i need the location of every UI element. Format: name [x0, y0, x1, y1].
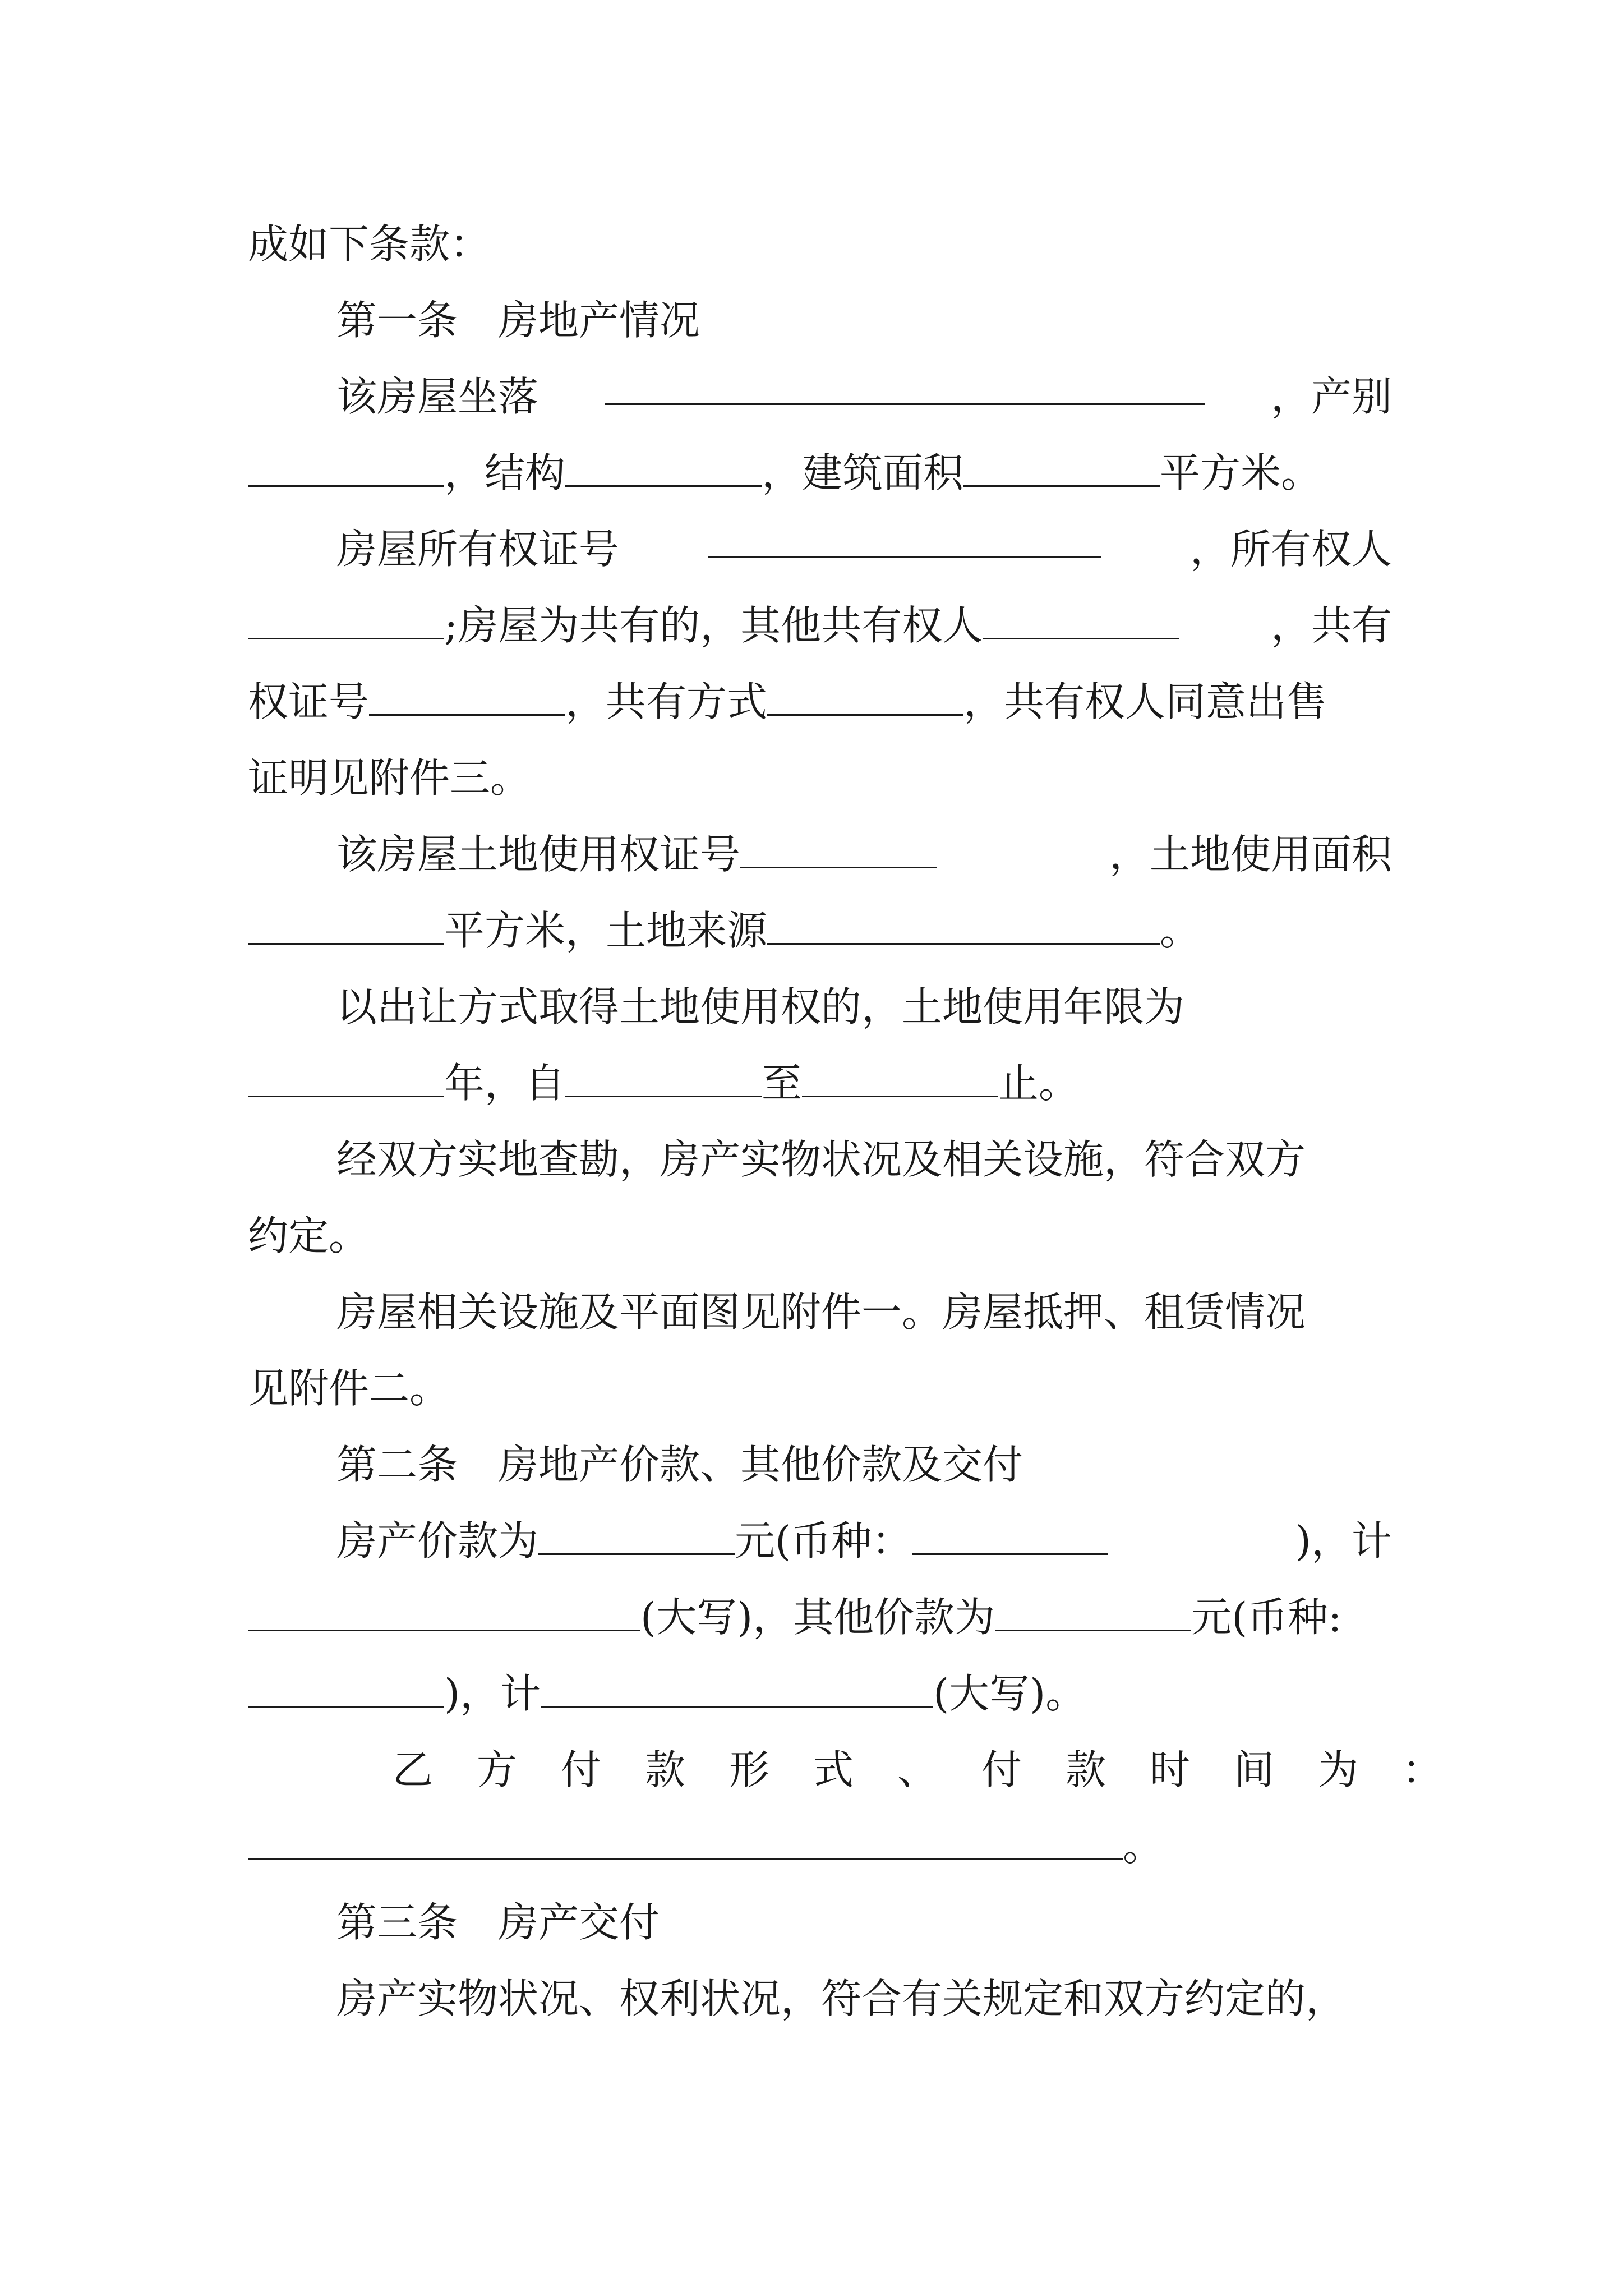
fill-blank[interactable] — [912, 1519, 1108, 1555]
text-line — [248, 1360, 1392, 1416]
fill-blank[interactable] — [995, 1595, 1191, 1631]
text-fragment: 。 — [1123, 1823, 1164, 1870]
text-fragment: 房产价款为 — [336, 1517, 539, 1565]
fill-blank[interactable] — [740, 832, 937, 868]
text-fragment: ，结构 — [444, 449, 566, 496]
text-fragment: 年，自 — [444, 1060, 566, 1107]
fill-blank[interactable] — [983, 603, 1179, 639]
text-fragment: ，共有 — [1270, 602, 1392, 649]
text-line — [336, 979, 1392, 1035]
text-line — [336, 521, 1392, 577]
fill-blank[interactable] — [605, 369, 1205, 405]
text-fragment: 权证号 — [248, 678, 370, 725]
text-fragment: (大写)，其他价款为 — [640, 1594, 995, 1641]
article-2-heading — [336, 1437, 1392, 1493]
text-fragment: ，共有权人同意出售 — [963, 678, 1327, 725]
fill-blank[interactable] — [565, 450, 762, 487]
fill-blank[interactable] — [248, 450, 444, 487]
fill-blank[interactable] — [248, 908, 444, 945]
text-line — [248, 216, 1392, 272]
fill-blank[interactable] — [767, 679, 963, 716]
text-fragment: 证明见附件三。 — [248, 754, 531, 802]
text-fragment: 第一条 房地产情况 — [336, 297, 700, 344]
text-fragment: 房屋相关设施及平面图见附件一。房屋抵押、租赁情况 — [336, 1289, 1306, 1336]
text-fragment: 至 — [762, 1060, 803, 1107]
fill-blank[interactable] — [538, 1519, 735, 1555]
text-line — [393, 1742, 1487, 1798]
text-line — [336, 1513, 1392, 1569]
text-fragment: 该房屋坐落 — [336, 373, 539, 420]
fill-blank[interactable] — [767, 908, 1160, 945]
text-line — [248, 445, 1392, 501]
text-line — [248, 1818, 1392, 1874]
fill-blank[interactable] — [248, 603, 444, 639]
fill-blank[interactable] — [541, 1671, 933, 1708]
text-fragment: 成如下条款： — [248, 220, 491, 268]
fill-blank[interactable] — [802, 1061, 998, 1097]
text-fragment: 乙方付款形式、付款时间为： — [393, 1746, 1487, 1793]
text-line — [336, 826, 1392, 882]
fill-blank[interactable] — [248, 1671, 444, 1708]
text-line — [336, 369, 1392, 425]
text-fragment: 以出让方式取得土地使用权的，土地使用年限为 — [336, 983, 1185, 1030]
fill-blank[interactable] — [369, 679, 565, 716]
text-fragment: ，产别 — [1270, 373, 1392, 420]
fill-blank[interactable] — [963, 450, 1160, 487]
article-3-heading — [336, 1894, 1392, 1950]
text-line — [248, 750, 1392, 806]
text-line — [336, 1971, 1392, 2027]
text-line — [248, 1055, 1392, 1111]
fill-blank[interactable] — [248, 1824, 1123, 1860]
fill-blank[interactable] — [248, 1061, 444, 1097]
fill-blank[interactable] — [565, 1061, 762, 1097]
text-fragment: 约定。 — [248, 1212, 370, 1259]
text-line — [248, 1665, 1392, 1722]
text-line — [248, 597, 1392, 654]
text-line — [248, 1208, 1392, 1264]
text-line — [336, 1131, 1392, 1188]
text-fragment: ;房屋为共有的，其他共有权人 — [444, 602, 983, 649]
fill-blank[interactable] — [248, 1595, 640, 1631]
text-fragment: 平方米。 — [1160, 449, 1322, 496]
text-fragment: 平方米，土地来源 — [444, 907, 768, 954]
text-fragment: 第三条 房产交付 — [336, 1899, 660, 1946]
text-fragment: ，土地使用面积 — [1109, 831, 1392, 878]
text-fragment: 见附件二。 — [248, 1365, 450, 1412]
text-fragment: (大写)。 — [933, 1670, 1086, 1717]
text-line — [248, 674, 1392, 730]
text-line — [248, 1589, 1392, 1645]
text-fragment: 房屋所有权证号 — [336, 526, 620, 573]
text-line — [248, 903, 1392, 959]
article-1-heading — [336, 292, 1392, 348]
text-fragment: 该房屋土地使用权证号 — [336, 831, 741, 878]
text-fragment: ，所有权人 — [1189, 526, 1392, 573]
text-fragment: )，计 — [1295, 1517, 1392, 1565]
text-fragment: 。 — [1160, 907, 1201, 954]
text-fragment: 房产实物状况、权利状况，符合有关规定和双方约定的， — [336, 1975, 1347, 2022]
text-fragment: ，建筑面积 — [762, 449, 964, 496]
text-fragment: )，计 — [444, 1670, 541, 1717]
text-fragment: 经双方实地查勘，房产实物状况及相关设施，符合双方 — [336, 1136, 1306, 1183]
text-fragment: 元(币种： — [735, 1517, 912, 1565]
fill-blank[interactable] — [708, 521, 1101, 558]
text-fragment: 第二条 房地产价款、其他价款及交付 — [336, 1441, 1023, 1488]
text-fragment: ，共有方式 — [565, 678, 768, 725]
text-line — [336, 1284, 1392, 1340]
text-fragment: 止。 — [998, 1060, 1080, 1107]
text-fragment: 元(币种: — [1191, 1594, 1342, 1641]
